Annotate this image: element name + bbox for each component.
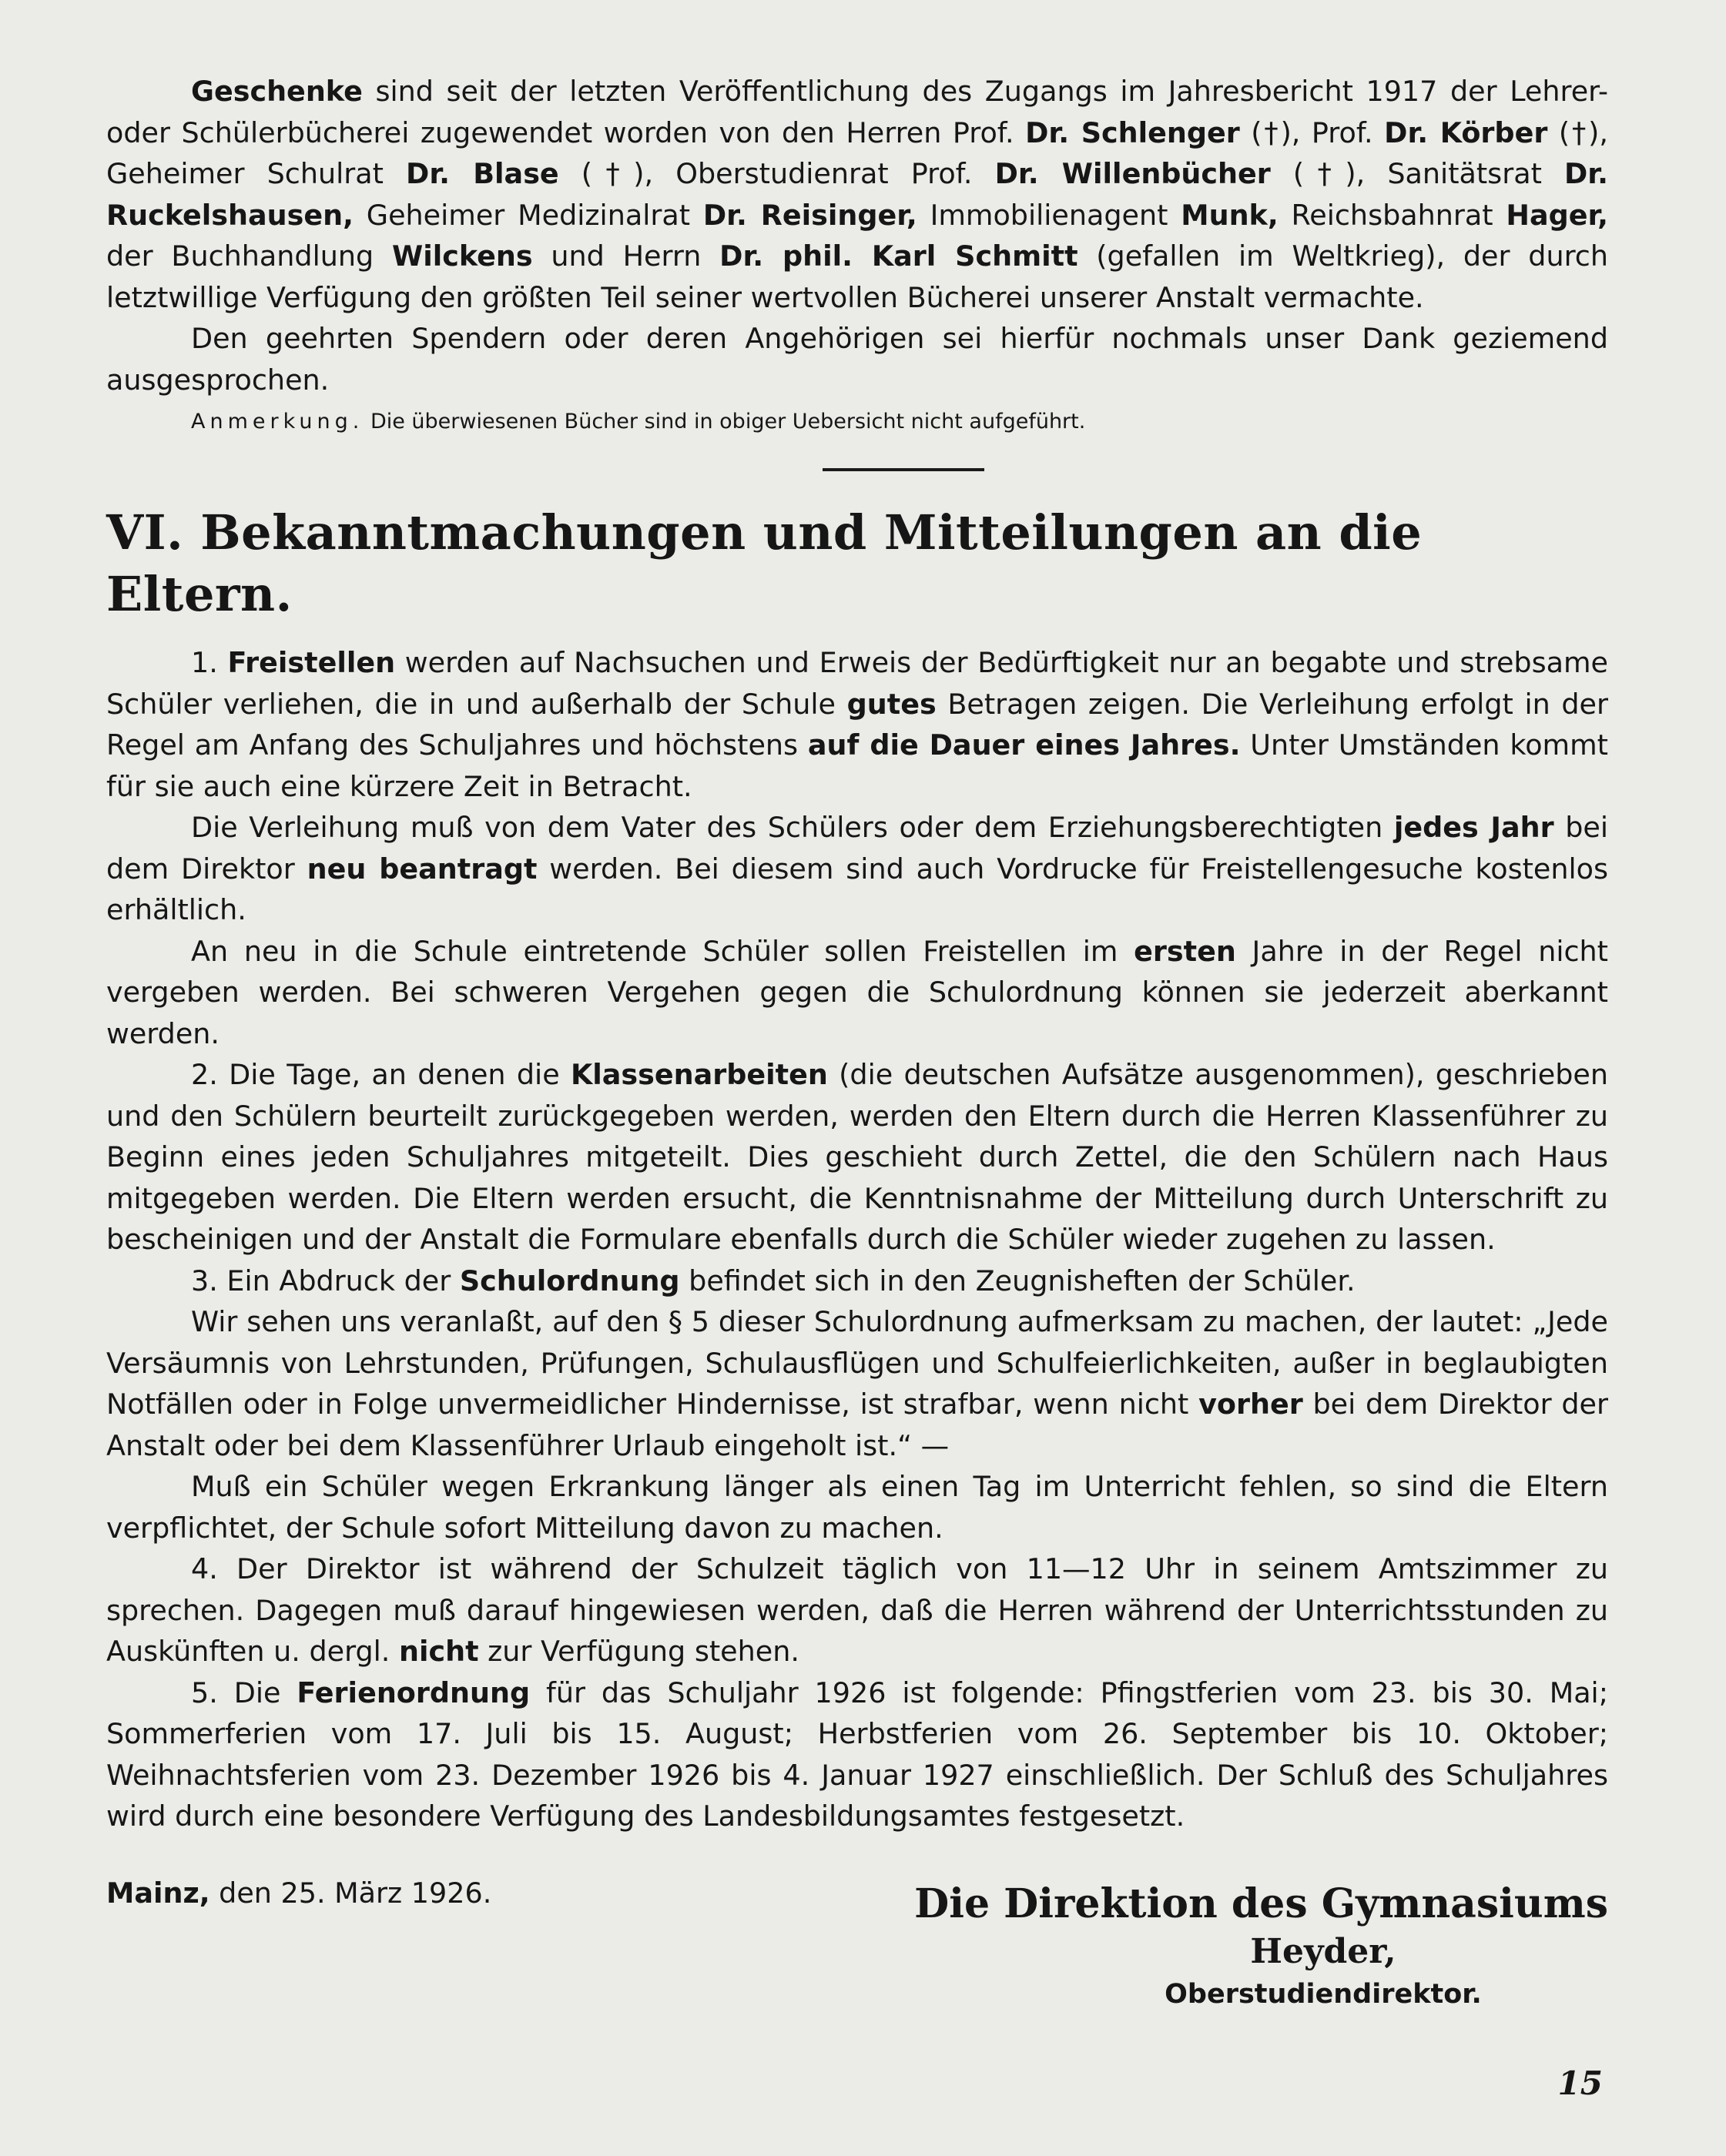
text-span: für das Schuljahr 1926 ist folgende: Pfingstferien vom 23. bis 30. Mai; Sommerferien vom 17. Juli bis 15. August; Herbstferien vom 26. September bis 10. Oktober; Weihnachtsferien vom 23. Dezember 1926 bis 4. Januar 1927 einschließlich. Der Schluß des Schuljahres wird durch eine besondere Verfügung des Landesbildungsamtes festgesetzt. (106, 1676, 1608, 1833)
text-span: befindet sich in den Zeugnisheften der Schüler. (679, 1264, 1356, 1297)
emphasis: neu beantragt (307, 852, 538, 886)
item-1-application-paragraph (106, 807, 1608, 931)
section-title: VI. Bekanntmachungen und Mitteilungen an die Eltern. (106, 504, 1423, 622)
text-span: Geheimer Medizinalrat (353, 198, 703, 232)
signature-block (869, 1879, 1608, 2014)
signatory-organization: Die Direktion des Gymnasiums (914, 1880, 1608, 1927)
emphasis: jedes Jahr (1393, 811, 1554, 844)
text-span: (gefallen im Weltkrieg), der durch letztwillige Verfügung den größten Teil seiner wertvollen Bücherei unserer Anstalt vermachte. (106, 239, 1608, 314)
item-1-paragraph (106, 642, 1608, 807)
signatory-title: Oberstudiendirektor. (1165, 1978, 1482, 2010)
date: den 25. März 1926. (209, 1876, 492, 1910)
section-divider (823, 468, 984, 471)
text-span: und Herrn (532, 239, 720, 273)
text-span: bei dem Direktor der Anstalt oder bei dem Klassenführer Urlaub eingeholt ist.“ — (106, 1388, 1608, 1462)
text-span: 2. Die Tage, an denen die (191, 1058, 571, 1091)
text-span: sind seit der letzten Veröffentlichung des Zugangs im Jahresbericht 1917 der Lehrer- oder Schülerbücherei zugewendet worden von den Herren Prof. (106, 75, 1608, 149)
text-span: Betragen zeigen. Die Verleihung erfolgt in der Regel am Anfang des Schuljahres und höchstens (106, 687, 1608, 762)
text-span: Unter Umständen kommt für sie auch eine kürzere Zeit in Betracht. (106, 728, 1608, 803)
donor-name: Munk, (1181, 198, 1279, 232)
text-span: (die deutschen Aufsätze ausgenommen), geschrieben und den Schülern beurteilt zurückgegeben werden, werden den Eltern durch die Herren Klassenführer zu Beginn eines jeden Schuljahres mitgeteilt. Dies geschieht durch Zettel, die den Schülern nach Haus mitgegeben werden. Die Eltern werden ersucht, die Kenntnisnahme der Mitteilung durch Unterschrift zu bescheinigen und der Anstalt die Formulare ebenfalls durch die Schüler wieder zugehen zu lassen. (106, 1058, 1608, 1256)
emphasis: nicht (398, 1635, 479, 1668)
text-span: Immobilienagent (917, 198, 1181, 232)
donor-name: Wilckens (391, 239, 533, 273)
text-span: An neu in die Schule eintretende Schüler sollen Freistellen im (191, 934, 1134, 968)
place-date (106, 1873, 491, 1914)
note-text: Die überwiesenen Bücher sind in obiger Uebersicht nicht aufgeführt. (364, 410, 1086, 434)
emphasis: Klassenarbeiten (570, 1058, 828, 1091)
item-4-paragraph (106, 1548, 1608, 1672)
text-span: (†), Oberstudienrat Prof. (558, 157, 995, 190)
emphasis: auf die Dauer eines Jahres. (807, 728, 1241, 762)
page-number: 15 (1557, 2064, 1603, 2102)
emphasis: Freistellen (227, 646, 396, 679)
donor-name: Dr. Blase (406, 157, 559, 190)
note-label: Anmerkung. (191, 410, 364, 434)
donor-name: Dr. Körber (1384, 116, 1548, 149)
item-3-rule-paragraph (106, 1301, 1608, 1466)
donor-name: Dr. phil. Karl Schmitt (719, 239, 1078, 273)
text-span: bei dem Direktor (106, 811, 1608, 886)
item-3-illness-paragraph: Muß ein Schüler wegen Erkrankung länger als einen Tag im Unterricht fehlen, so sind die Eltern verpflichtet, der Schule sofort Mitteilung davon zu machen. (106, 1470, 1608, 1545)
text-span: 4. Der Direktor ist während der Schulzeit täglich von 11—12 Uhr in seinem Amtszimmer zu sprechen. Dagegen muß darauf hingewiesen werden, daß die Herren während der Unterrichtsstunden zu Auskünften u. dergl. (106, 1552, 1608, 1668)
note-line (106, 407, 1608, 437)
donor-name: Dr. Reisinger, (702, 198, 917, 232)
text-span: 1. (191, 646, 228, 679)
text-span: der Buchhandlung (106, 239, 392, 273)
emphasis: ersten (1134, 934, 1236, 968)
text-span: Wir sehen uns veranlaßt, auf den § 5 dieser Schulordnung aufmerksam zu machen, der lautet: „Jede Versäumnis von Lehrstunden, Prüfungen, Schulausflügen und Schulfeierlichkeiten, außer in beglaubigten Notfällen oder in Folge unvermeidlicher Hindernisse, ist strafbar, wenn nicht (106, 1305, 1608, 1421)
gifts-paragraph (106, 71, 1608, 318)
text-span: werden. Bei diesem sind auch Vordrucke für Freistellengesuche kostenlos erhältlich. (106, 852, 1608, 926)
donor-name: Dr. Willenbücher (994, 157, 1271, 190)
text-span: (†), Prof. (1239, 116, 1385, 149)
item-2-paragraph (106, 1054, 1608, 1260)
text-span: (†), Geheimer Schulrat (106, 116, 1608, 190)
text-span: Jahre in der Regel nicht vergeben werden. Bei schweren Vergehen gegen die Schulordnung können sie jederzeit aberkannt werden. (106, 934, 1608, 1050)
emphasis: vorher (1198, 1388, 1303, 1421)
text-span: zur Verfügung stehen. (478, 1635, 799, 1668)
donor-name: Dr. Schlenger (1025, 116, 1240, 149)
place: Mainz, (106, 1876, 210, 1910)
item-1-new-students-paragraph (106, 931, 1608, 1055)
closing-block (106, 1873, 1608, 2027)
thanks-paragraph: Den geehrten Spendern oder deren Angehörigen sei hierfür nochmals unser Dank geziemend ausgesprochen. (106, 322, 1608, 397)
text-span: Die Verleihung muß von dem Vater des Schülers oder dem Erziehungsberechtigten (191, 811, 1394, 844)
signatory-name: Heyder, (1250, 1931, 1396, 1971)
donor-name: Dr. Ruckelshausen, (106, 157, 1608, 232)
emphasis: Ferienordnung (297, 1676, 531, 1709)
donor-name: Hager, (1506, 198, 1608, 232)
text-span: Reichsbahnrat (1278, 198, 1506, 232)
text-span: werden auf Nachsuchen und Erweis der Bedürftigkeit nur an begabte und strebsame Schüler verliehen, die in und außerhalb der Schule (106, 646, 1608, 721)
text-span: (†), Sanitätsrat (1270, 157, 1564, 190)
text-span: 5. Die (191, 1676, 297, 1709)
item-3-paragraph (106, 1260, 1608, 1302)
gifts-heading: Geschenke (191, 75, 363, 108)
text-span: 3. Ein Abdruck der (191, 1264, 460, 1297)
item-5-paragraph (106, 1672, 1608, 1837)
emphasis: gutes (846, 687, 937, 721)
emphasis: Schulordnung (459, 1264, 680, 1297)
